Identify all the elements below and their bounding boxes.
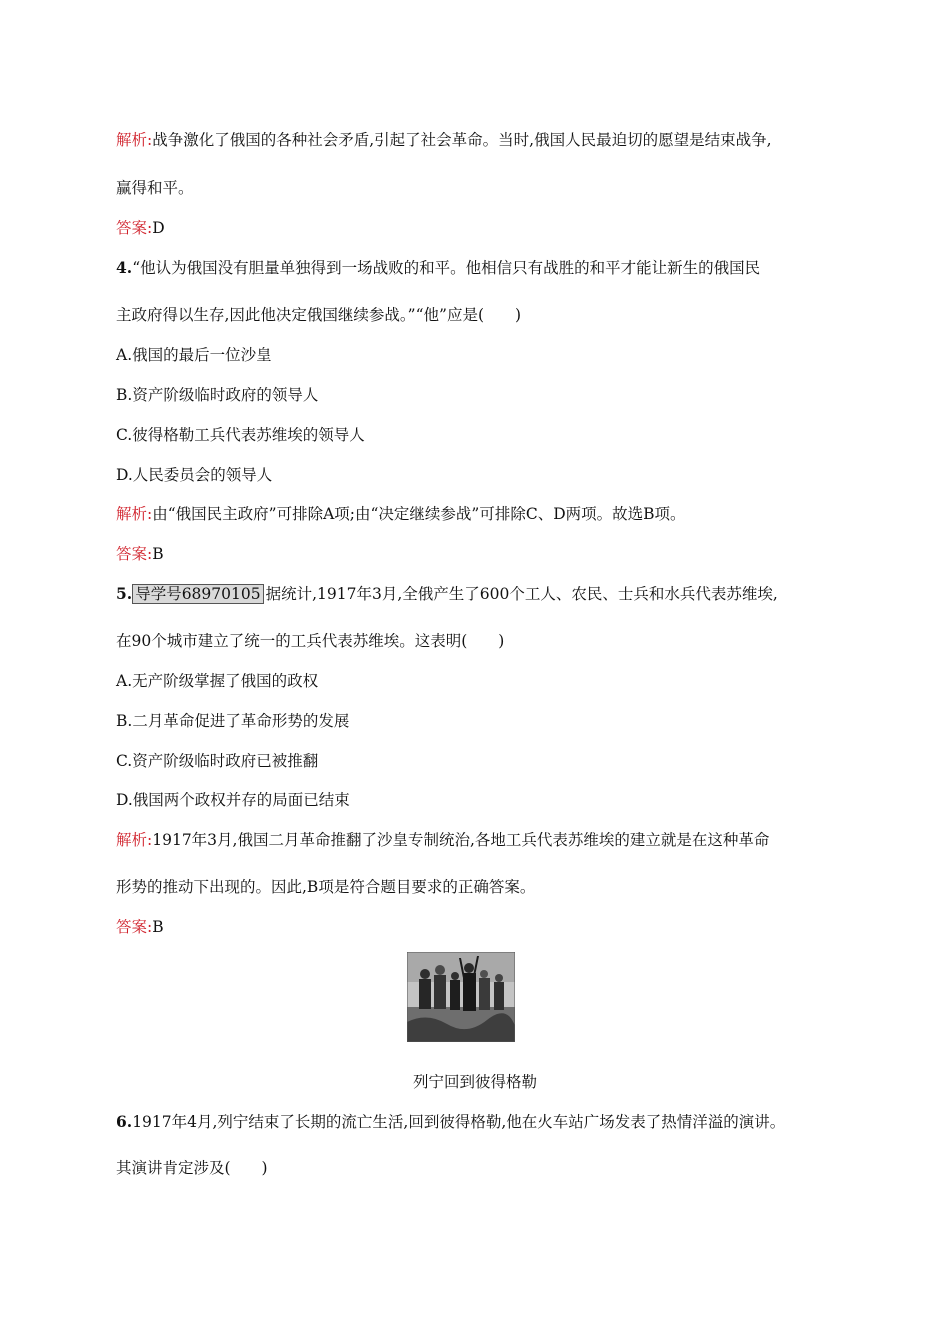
q5-analysis-label: 解析: [116, 831, 153, 849]
q5-answer [116, 917, 164, 937]
lenin-returns-photo [407, 952, 515, 1042]
q4-analysis-label: 解析: [116, 505, 153, 523]
q5-analysis-line1 [116, 830, 769, 850]
q5-analysis-text-1: 1917年3月,俄国二月革命推翻了沙皇专制统治,各地工兵代表苏维埃的建立就是在这种革命 [152, 831, 770, 849]
q3-analysis-line1 [116, 130, 772, 150]
q6-stem-text-1: 1917年4月,列宁结束了长期的流亡生活,回到彼得格勒,他在火车站广场发表了热情洋溢的演讲。 [132, 1113, 786, 1131]
q5-stem-text-1: 据统计,1917年3月,全俄产生了600个工人、农民、士兵和水兵代表苏维埃, [265, 585, 778, 603]
q4-analysis-text: 由“俄国民主政府”可排除A项;由“决定继续参战”可排除C、D两项。故选B项。 [152, 505, 686, 523]
q5-answer-label: 答案: [116, 918, 153, 936]
q5-option-b: B.二月革命促进了革命形势的发展 [116, 712, 350, 730]
q5-option-a: A.无产阶级掌握了俄国的政权 [116, 672, 319, 690]
q3-analysis-text-1: 战争激化了俄国的各种社会矛盾,引起了社会革命。当时,俄国人民最迫切的愿望是结束战争, [152, 131, 772, 149]
q5-option-d: D.俄国两个政权并存的局面已结束 [116, 791, 350, 809]
q6-stem-line2: 其演讲肯定涉及( ) [116, 1159, 268, 1177]
q3-analysis-line2: 赢得和平。 [116, 179, 194, 197]
q3-answer-value: D [152, 219, 165, 237]
q3-answer [116, 218, 165, 238]
q5-stem-line1 [116, 584, 778, 604]
q5-option-c: C.资产阶级临时政府已被推翻 [116, 752, 319, 770]
q5-stem-line2: 在90个城市建立了统一的工兵代表苏维埃。这表明( ) [116, 632, 505, 650]
q5-guide-number-box[interactable]: 导学号68970105 [132, 584, 263, 604]
q6-stem-line1 [116, 1112, 785, 1132]
q4-option-c: C.彼得格勒工兵代表苏维埃的领导人 [116, 426, 365, 444]
q4-stem-text-1: “他认为俄国没有胆量单独得到一场战败的和平。他相信只有战胜的和平才能让新生的俄国民 [132, 259, 761, 277]
q6-number: 6. [116, 1112, 133, 1131]
q3-analysis-label: 解析: [116, 131, 153, 149]
q3-answer-label: 答案: [116, 219, 153, 237]
q4-answer [116, 544, 164, 564]
q4-answer-label: 答案: [116, 545, 153, 563]
q4-option-a: A.俄国的最后一位沙皇 [116, 346, 272, 364]
q4-stem-line1 [116, 258, 760, 278]
q4-option-b: B.资产阶级临时政府的领导人 [116, 386, 319, 404]
q5-answer-value: B [152, 918, 164, 936]
figure-caption: 列宁回到彼得格勒 [412, 1073, 537, 1091]
q4-stem-line2: 主政府得以生存,因此他决定俄国继续参战。”“他”应是( ) [116, 306, 522, 324]
q5-analysis-line2: 形势的推动下出现的。因此,B项是符合题目要求的正确答案。 [116, 878, 536, 896]
q5-number: 5. [116, 584, 133, 603]
q4-option-d: D.人民委员会的领导人 [116, 466, 273, 484]
photo-illustration [407, 952, 515, 1042]
q4-number: 4. [116, 258, 133, 277]
q4-answer-value: B [152, 545, 164, 563]
q4-analysis [116, 504, 686, 524]
